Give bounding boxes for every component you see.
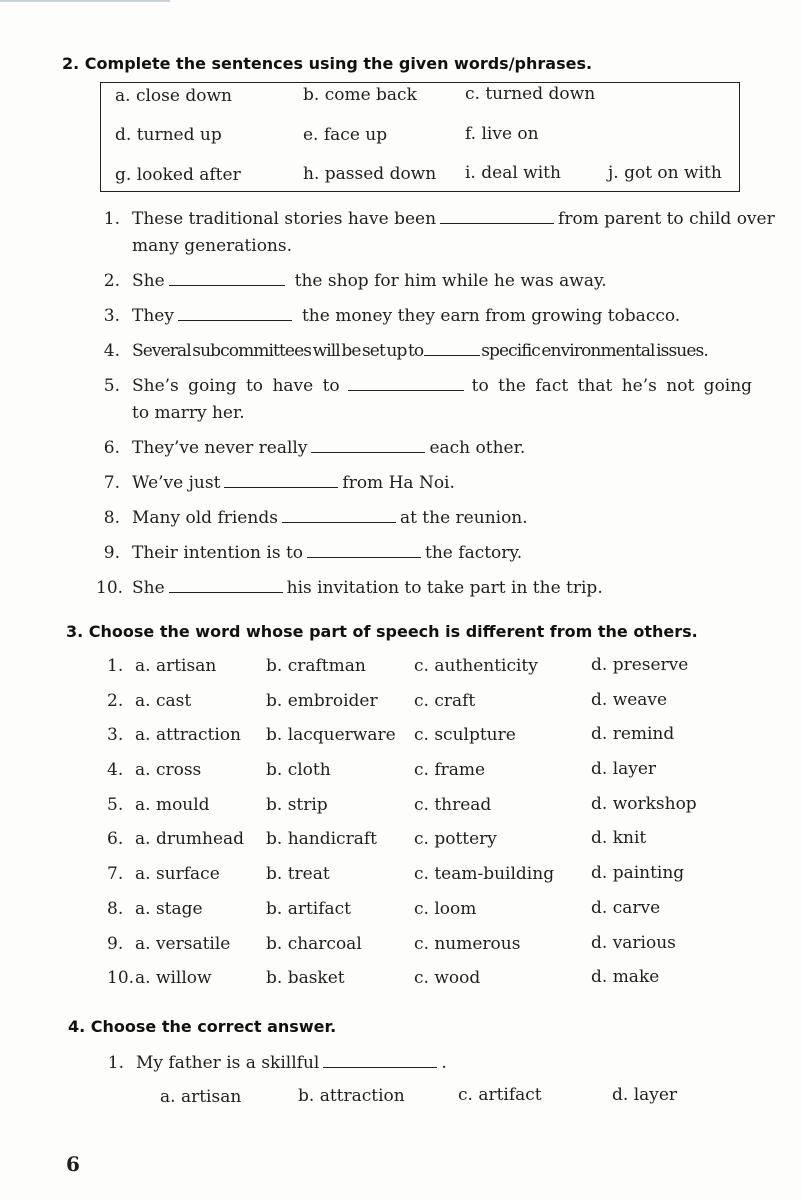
question-number: 5. [107, 795, 124, 815]
word-option: a. close down [115, 86, 232, 106]
question-number: 6. [107, 829, 124, 849]
choice-option-a[interactable]: a. versatile [135, 934, 231, 954]
word-option: h. passed down [303, 164, 437, 184]
choice-option-c[interactable]: c. pottery [414, 829, 497, 849]
choice-option-c[interactable]: c. frame [414, 760, 486, 780]
answer-blank[interactable] [169, 577, 283, 593]
question-number: 7. [107, 864, 124, 884]
choice-option-c[interactable]: c. wood [414, 968, 481, 988]
choice-option-d[interactable]: d. weave [591, 690, 668, 710]
choice-option-d[interactable]: d. make [591, 967, 660, 987]
choice-option-c[interactable]: c. sculpture [414, 725, 516, 745]
choice-option-d[interactable]: d. carve [591, 898, 661, 918]
answer-blank[interactable] [169, 270, 285, 286]
question-number: 4. [107, 760, 124, 780]
answer-blank[interactable] [348, 375, 464, 391]
choice-option-a[interactable]: a. cast [135, 691, 192, 711]
choice-option-d[interactable]: d. painting [591, 863, 685, 883]
choice-option-a[interactable]: a. drumhead [135, 829, 245, 849]
word-option: e. face up [303, 125, 388, 145]
choice-option-d[interactable]: d. preserve [591, 655, 689, 675]
answer-option-d[interactable]: d. layer [612, 1085, 678, 1105]
word-option: i. deal with [465, 163, 561, 183]
word-option: g. looked after [115, 165, 241, 185]
answer-blank[interactable] [178, 305, 292, 321]
choice-option-a[interactable]: a. surface [135, 864, 220, 884]
word-option: j. got on with [608, 163, 722, 183]
word-option: f. live on [465, 124, 539, 144]
word-option: d. turned up [115, 125, 222, 145]
section-4-heading: 4. Choose the correct answer. [68, 1017, 337, 1036]
choice-option-b[interactable]: b. handicraft [266, 829, 377, 849]
word-box [100, 82, 740, 192]
choice-option-a[interactable]: a. attraction [135, 725, 241, 745]
question-number: 10. [107, 968, 135, 988]
answer-option-c[interactable]: c. artifact [458, 1085, 542, 1105]
answer-blank[interactable] [307, 542, 421, 558]
answer-blank[interactable] [282, 507, 396, 523]
choice-option-b[interactable]: b. artifact [266, 899, 351, 919]
answer-blank[interactable] [311, 437, 425, 453]
answer-blank[interactable] [224, 472, 338, 488]
choice-option-d[interactable]: d. knit [591, 828, 647, 848]
choice-option-a[interactable]: a. stage [135, 899, 203, 919]
choice-option-c[interactable]: c. thread [414, 795, 492, 815]
section-2-heading: 2. Complete the sentences using the given words/phrases. [62, 54, 593, 73]
choice-option-b[interactable]: b. charcoal [266, 934, 362, 954]
question-number: 8. [107, 899, 124, 919]
choice-option-b[interactable]: b. basket [266, 968, 345, 988]
choice-option-d[interactable]: d. remind [591, 724, 675, 744]
choice-option-c[interactable]: c. authenticity [414, 656, 538, 676]
choice-option-d[interactable]: d. workshop [591, 794, 697, 814]
choice-option-a[interactable]: a. cross [135, 760, 202, 780]
question-number: 9. [107, 934, 124, 954]
choice-option-b[interactable]: b. lacquerware [266, 725, 396, 745]
question-number: 1. [107, 656, 124, 676]
choice-option-c[interactable]: c. numerous [414, 934, 521, 954]
choice-option-b[interactable]: b. embroider [266, 691, 378, 711]
answer-blank[interactable] [440, 208, 554, 224]
choice-option-d[interactable]: d. layer [591, 759, 657, 779]
choice-option-a[interactable]: a. mould [135, 795, 210, 815]
top-edge-line [0, 0, 170, 2]
section-3-heading: 3. Choose the word whose part of speech is different from the others. [66, 622, 698, 641]
question-number: 3. [107, 725, 124, 745]
answer-option-a[interactable]: a. artisan [160, 1087, 242, 1107]
choice-option-c[interactable]: c. craft [414, 691, 476, 711]
page-number: 6 [66, 1152, 80, 1176]
choice-option-a[interactable]: a. artisan [135, 656, 217, 676]
choice-option-b[interactable]: b. cloth [266, 760, 331, 780]
choice-option-a[interactable]: a. willow [135, 968, 212, 988]
word-option: b. come back [303, 85, 417, 105]
answer-blank[interactable] [323, 1052, 437, 1068]
choice-option-c[interactable]: c. team-building [414, 864, 555, 884]
choice-option-b[interactable]: b. craftman [266, 656, 366, 676]
answer-blank[interactable] [424, 340, 480, 356]
choice-option-c[interactable]: c. loom [414, 899, 477, 919]
word-option: c. turned down [465, 84, 596, 104]
choice-option-b[interactable]: b. strip [266, 795, 328, 815]
answer-option-b[interactable]: b. attraction [298, 1086, 405, 1106]
choice-option-d[interactable]: d. various [591, 933, 676, 953]
choice-option-b[interactable]: b. treat [266, 864, 330, 884]
question-number: 2. [107, 691, 124, 711]
